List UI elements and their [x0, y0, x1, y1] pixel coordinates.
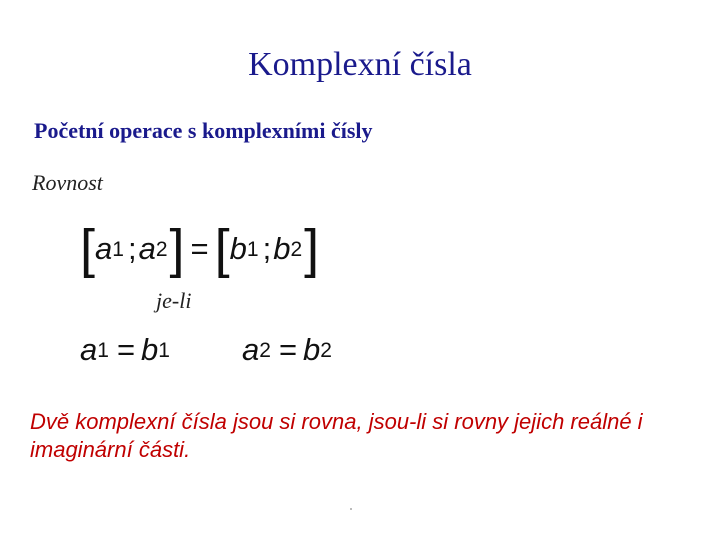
real-part-formula: [80, 330, 172, 370]
var-a1: a: [95, 231, 113, 266]
lhs-sub: 2: [259, 339, 271, 362]
equality-formula: [80, 220, 319, 278]
separator: ;: [127, 231, 137, 266]
rhs-var: b: [303, 332, 321, 367]
section-subtitle: Početní operace s komplexními čísly: [34, 118, 373, 143]
page-title: Komplexní čísla: [248, 46, 472, 83]
equals-sign: =: [116, 332, 136, 367]
right-close-bracket: ]: [304, 219, 320, 279]
rhs-var: b: [141, 332, 159, 367]
sub-b2: 2: [290, 238, 303, 261]
right-open-bracket: [: [214, 219, 230, 279]
equals-sign: =: [190, 231, 209, 266]
topic-label: Rovnost: [32, 170, 103, 195]
var-b2: b: [273, 231, 291, 266]
sub-b1: 1: [246, 238, 259, 261]
decorative-dot: [350, 508, 352, 510]
rhs-sub: 1: [158, 339, 170, 362]
lhs-sub: 1: [97, 339, 109, 362]
var-a2: a: [138, 231, 156, 266]
equals-sign: =: [278, 332, 298, 367]
rhs-sub: 2: [320, 339, 332, 362]
lhs-var: a: [80, 332, 98, 367]
definition-statement: Dvě komplexní čísla jsou si rovna, jsou-li si rovny jejich reálné i imaginární části.: [30, 409, 643, 462]
var-b1: b: [229, 231, 247, 266]
imaginary-part-formula: [242, 330, 334, 370]
left-close-bracket: ]: [169, 219, 185, 279]
left-open-bracket: [: [80, 219, 96, 279]
sub-a1: 1: [112, 238, 124, 261]
sub-a2: 2: [155, 238, 168, 261]
condition-label: je-li: [156, 288, 192, 313]
lhs-var: a: [242, 332, 260, 367]
separator: ;: [262, 231, 272, 266]
